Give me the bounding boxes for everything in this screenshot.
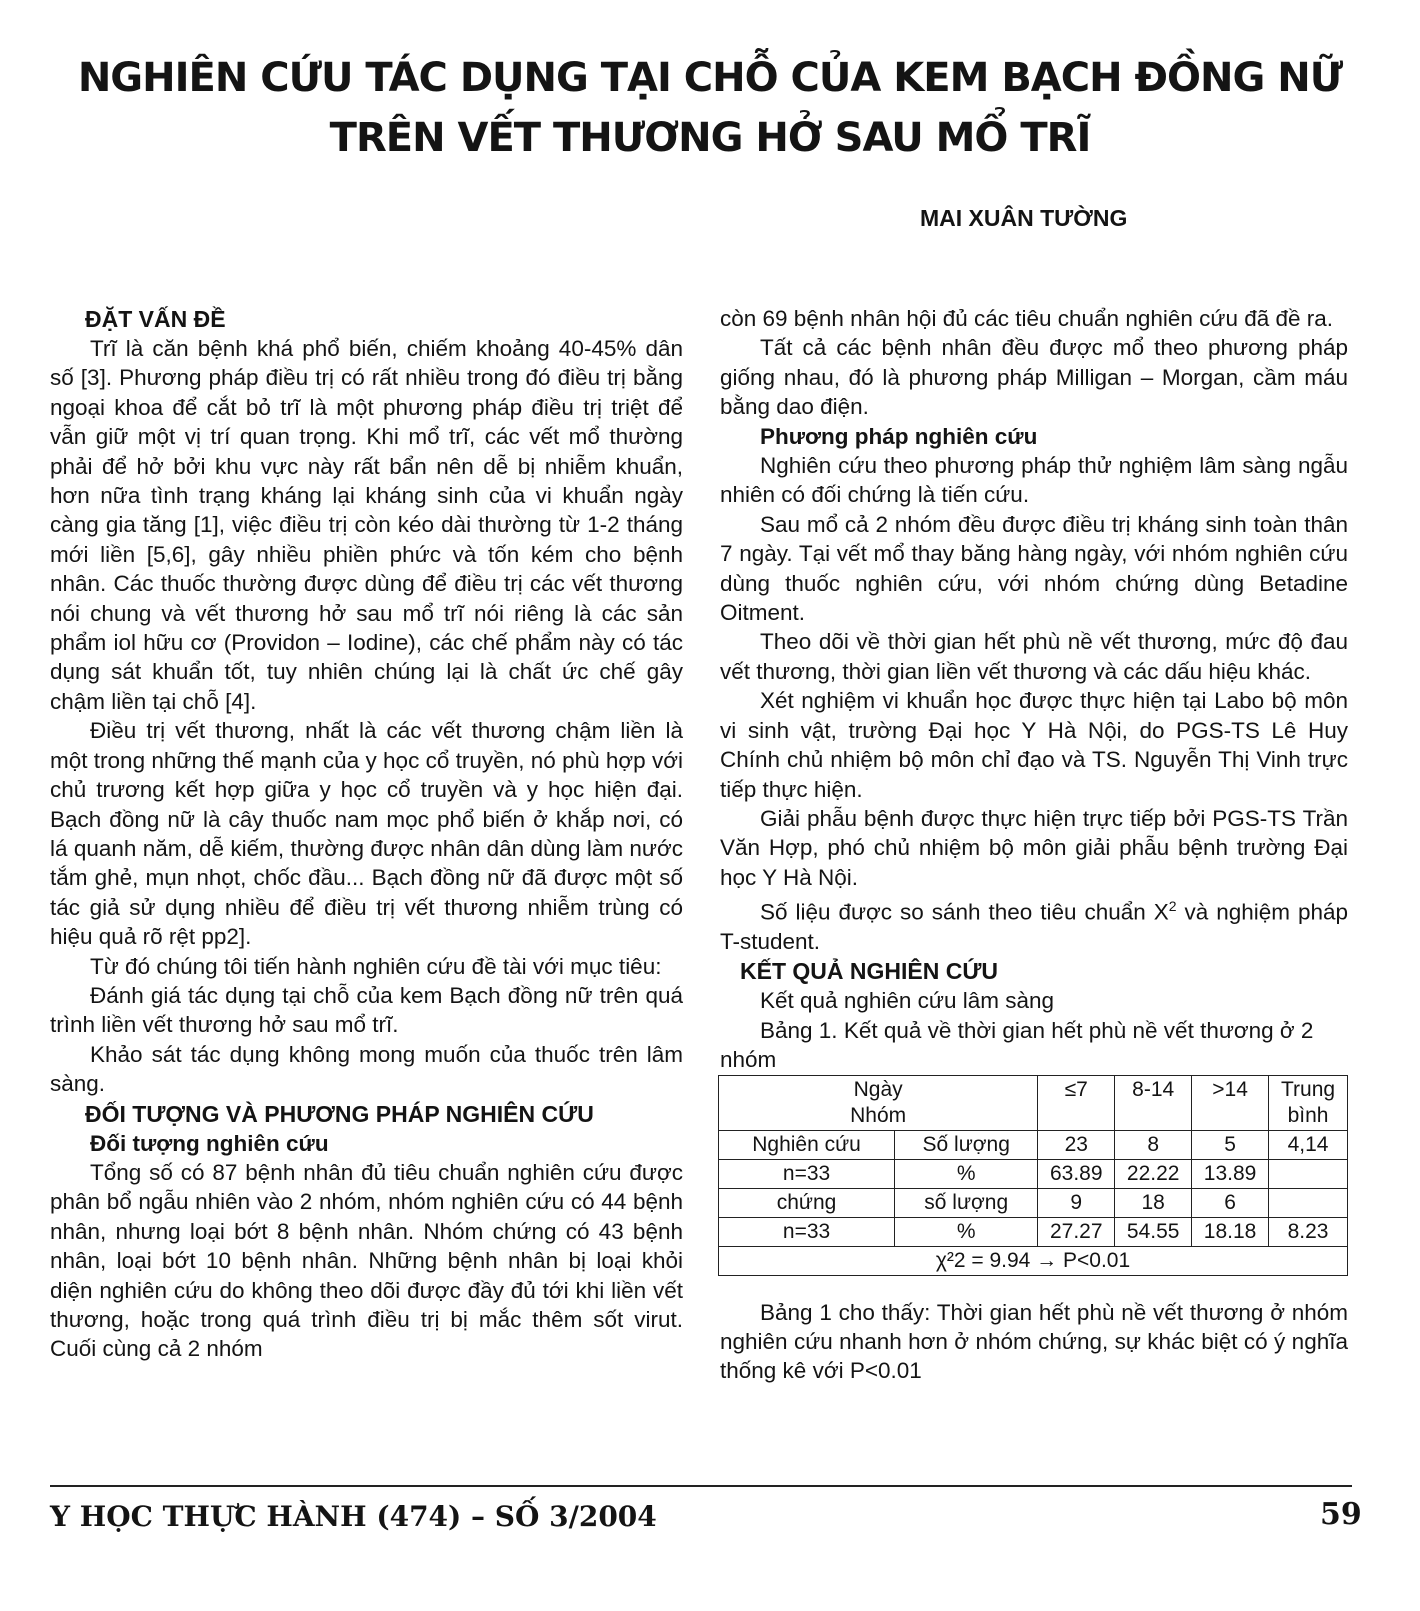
table-row bbox=[719, 1188, 1348, 1217]
article-title-line1: NGHIÊN CỨU TÁC DỤNG TẠI CHỖ CỦA KEM BẠCH ĐỒNG NỮ bbox=[77, 55, 1343, 101]
paragraph: Khảo sát tác dụng không mong muốn của thuốc trên lâm sàng. bbox=[50, 1041, 683, 1097]
table-cell: số lượng bbox=[895, 1188, 1038, 1217]
section-heading-ket-qua: KẾT QUẢ NGHIÊN CỨU bbox=[740, 958, 999, 985]
table-header-cell bbox=[719, 1075, 1038, 1130]
paragraph: Kết quả nghiên cứu lâm sàng bbox=[760, 988, 1055, 1014]
superscript: 2 bbox=[1168, 898, 1177, 915]
table-row bbox=[719, 1246, 1348, 1275]
table-cell: 54.55 bbox=[1115, 1217, 1192, 1246]
table-header-cell bbox=[1269, 1075, 1348, 1130]
section-heading-doi-tuong: ĐỐI TƯỢNG VÀ PHƯƠNG PHÁP NGHIÊN CỨU bbox=[85, 1100, 594, 1127]
table-header-cell: ≤7 bbox=[1038, 1075, 1115, 1130]
table-cell: 23 bbox=[1038, 1130, 1115, 1159]
table-cell: 5 bbox=[1192, 1130, 1269, 1159]
paragraph: Theo dõi về thời gian hết phù nề vết thương, mức độ đau vết thương, thời gian liền vết thương và các dấu hiệu khác. bbox=[720, 629, 1348, 684]
table-cell: 27.27 bbox=[1038, 1217, 1115, 1246]
table-cell: 63.89 bbox=[1038, 1159, 1115, 1188]
paragraph: Từ đó chúng tôi tiến hành nghiên cứu đề tài với mục tiêu: bbox=[90, 953, 662, 979]
paragraph: Xét nghiệm vi khuẩn học được thực hiện tại Labo bộ môn vi sinh vật, trường Đại học Y Hà Nội, do PGS-TS Lê Huy Chính chủ nhiệm bộ môn chỉ đạo và TS. Nguyễn Thị Vinh trực tiếp thực hiện. bbox=[720, 688, 1348, 802]
paragraph: Bảng 1 cho thấy: Thời gian hết phù nề vết thương ở nhóm nghiên cứu nhanh hơn ở nhóm chứng, sự khác biệt có ý nghĩa thống kê với P<0.01 bbox=[720, 1299, 1348, 1384]
table-cell: 9 bbox=[1038, 1188, 1115, 1217]
paragraph: Trĩ là căn bệnh khá phổ biến, chiếm khoảng 40-45% dân số [3]. Phương pháp điều trị có rất nhiều trong đó điều trị bằng ngoại khoa để cắt bỏ trĩ là một phương pháp điều trị triệt để vẫn giữ một vị trí quan trọng. Khi mổ trĩ, các vết mổ thường phải để hở bởi khu vực này rất bẩn nên dễ bị nhiễm khuẩn, hơn nữa tình trạng kháng lại kháng sinh của vi khuẩn ngày càng gia tăng [1], việc điều trị còn kéo dài thường từ 1-2 tháng mới liền [5,6], gây nhiều phiền phức và tốn kém cho bệnh nhân. Các thuốc thường được dùng để điều trị các vết thương nói chung và vết thương hở sau mổ trĩ nói riêng là các sản phẩm iol hữu cơ (Providon – Iodine), các chế phẩm này có tác dụng sát khuẩn tốt, tuy nhiên chúng lại là chất ức chế gây chậm liền tại chỗ [4]. bbox=[50, 336, 683, 714]
table-cell: 8.23 bbox=[1269, 1217, 1348, 1246]
paragraph: Tổng số có 87 bệnh nhân đủ tiêu chuẩn nghiên cứu được phân bổ ngẫu nhiên vào 2 nhóm, nhóm nghiên cứu có 44 bệnh nhân, nhưng loại bớt 8 bệnh nhân. Nhóm chứng có 43 bệnh nhân, loại bớt 10 bệnh nhân. Những bệnh nhân bị loại khỏi diện nghiên cứu do không theo dõi được đầy đủ tới khi liền vết thương, hoặc trong quá trình điều trị bị mắc thêm sốt virut. Cuối cùng cả 2 nhóm bbox=[50, 1159, 683, 1362]
header-ngay: Ngày bbox=[853, 1077, 903, 1101]
subsection-heading-phuong-phap: Phương pháp nghiên cứu bbox=[760, 423, 1038, 449]
table-row bbox=[719, 1075, 1348, 1130]
text: và nghiệm pháp T-student. bbox=[720, 899, 1348, 955]
header-trung: Trung bbox=[1280, 1077, 1336, 1101]
table-cell: chứng bbox=[719, 1188, 895, 1217]
left-column bbox=[50, 304, 683, 1364]
footer-rule bbox=[50, 1485, 1352, 1487]
results-table bbox=[718, 1075, 1348, 1276]
table-caption: Bảng 1. Kết quả về thời gian hết phù nề vết thương ở 2 nhóm bbox=[720, 1017, 1314, 1073]
journal-name: Y HỌC THỰC HÀNH (474) – SỐ 3/2004 bbox=[50, 1500, 657, 1533]
page-number: 59 bbox=[1320, 1497, 1362, 1532]
table-row bbox=[719, 1217, 1348, 1246]
section-heading-dat-van-de: ĐẶT VẤN ĐỀ bbox=[85, 306, 226, 332]
table-footer-cell: χ²2 = 9.94 → P<0.01 bbox=[719, 1246, 1348, 1275]
table-cell bbox=[1269, 1159, 1348, 1188]
spacer bbox=[720, 1276, 1348, 1298]
table-cell: 13.89 bbox=[1192, 1159, 1269, 1188]
table-cell: % bbox=[895, 1217, 1038, 1246]
paragraph: Sau mổ cả 2 nhóm đều được điều trị kháng sinh toàn thân 7 ngày. Tại vết mổ thay băng hàng ngày, với nhóm nghiên cứu dùng thuốc nghiên cứu, với nhóm chứng dùng Betadine Oitment. bbox=[720, 511, 1348, 626]
table-cell: 18 bbox=[1115, 1188, 1192, 1217]
table-cell: n=33 bbox=[719, 1217, 895, 1246]
paragraph: Giải phẫu bệnh được thực hiện trực tiếp bởi PGS-TS Trần Văn Hợp, phó chủ nhiệm bộ môn giải phẫu bệnh trường Đại học Y Hà Nội. bbox=[720, 805, 1348, 890]
author-name: MAI XUÂN TƯỜNG bbox=[920, 205, 1128, 231]
table-row bbox=[719, 1130, 1348, 1159]
table-cell bbox=[1269, 1188, 1348, 1217]
paragraph: Đánh giá tác dụng tại chỗ của kem Bạch đồng nữ trên quá trình liền vết thương hở sau mổ trĩ. bbox=[50, 982, 683, 1038]
table-cell: 4,14 bbox=[1269, 1130, 1348, 1159]
header-binh: bình bbox=[1287, 1103, 1329, 1127]
table-cell: n=33 bbox=[719, 1159, 895, 1188]
table-header-cell: 8-14 bbox=[1115, 1075, 1192, 1130]
paragraph: Tất cả các bệnh nhân đều được mổ theo phương pháp giống nhau, đó là phương pháp Milligan – Morgan, cầm máu bằng dao điện. bbox=[720, 335, 1348, 420]
table-header-cell: >14 bbox=[1192, 1075, 1269, 1130]
paragraph: còn 69 bệnh nhân hội đủ các tiêu chuẩn nghiên cứu đã đề ra. bbox=[720, 306, 1334, 331]
subsection-heading-doi-tuong: Đối tượng nghiên cứu bbox=[90, 1130, 329, 1156]
article-title-line2: TRÊN VẾT THƯƠNG HỞ SAU MỔ TRĨ bbox=[329, 115, 1091, 161]
text: Số liệu được so sánh theo tiêu chuẩn X bbox=[760, 899, 1169, 925]
right-column bbox=[720, 304, 1348, 1386]
table-cell: 22.22 bbox=[1115, 1159, 1192, 1188]
table-cell: % bbox=[895, 1159, 1038, 1188]
table-cell: Số lượng bbox=[895, 1130, 1038, 1159]
table-cell: 18.18 bbox=[1192, 1217, 1269, 1246]
header-nhom: Nhóm bbox=[850, 1103, 907, 1127]
paragraph: Nghiên cứu theo phương pháp thử nghiệm lâm sàng ngẫu nhiên có đối chứng là tiến cứu. bbox=[720, 453, 1348, 508]
paragraph bbox=[720, 892, 1348, 956]
table-cell: Nghiên cứu bbox=[719, 1130, 895, 1159]
table-cell: 6 bbox=[1192, 1188, 1269, 1217]
paragraph: Điều trị vết thương, nhất là các vết thương chậm liền là một trong những thế mạnh của y học cổ truyền, nó phù hợp với chủ trương kết hợp giữa y học cổ truyền và y học hiện đại. Bạch đồng nữ là cây thuốc nam mọc phổ biến ở khắp nơi, có lá quanh năm, dễ kiếm, thường được nhân dân dùng làm nước tắm ghẻ, mụn nhọt, chốc đầu... Bạch đồng nữ đã được một số tác giả sử dụng nhiều để điều trị vết thương nhiễm trùng có hiệu quả rõ rệt pp2]. bbox=[50, 718, 683, 950]
table-cell: 8 bbox=[1115, 1130, 1192, 1159]
table-row bbox=[719, 1159, 1348, 1188]
